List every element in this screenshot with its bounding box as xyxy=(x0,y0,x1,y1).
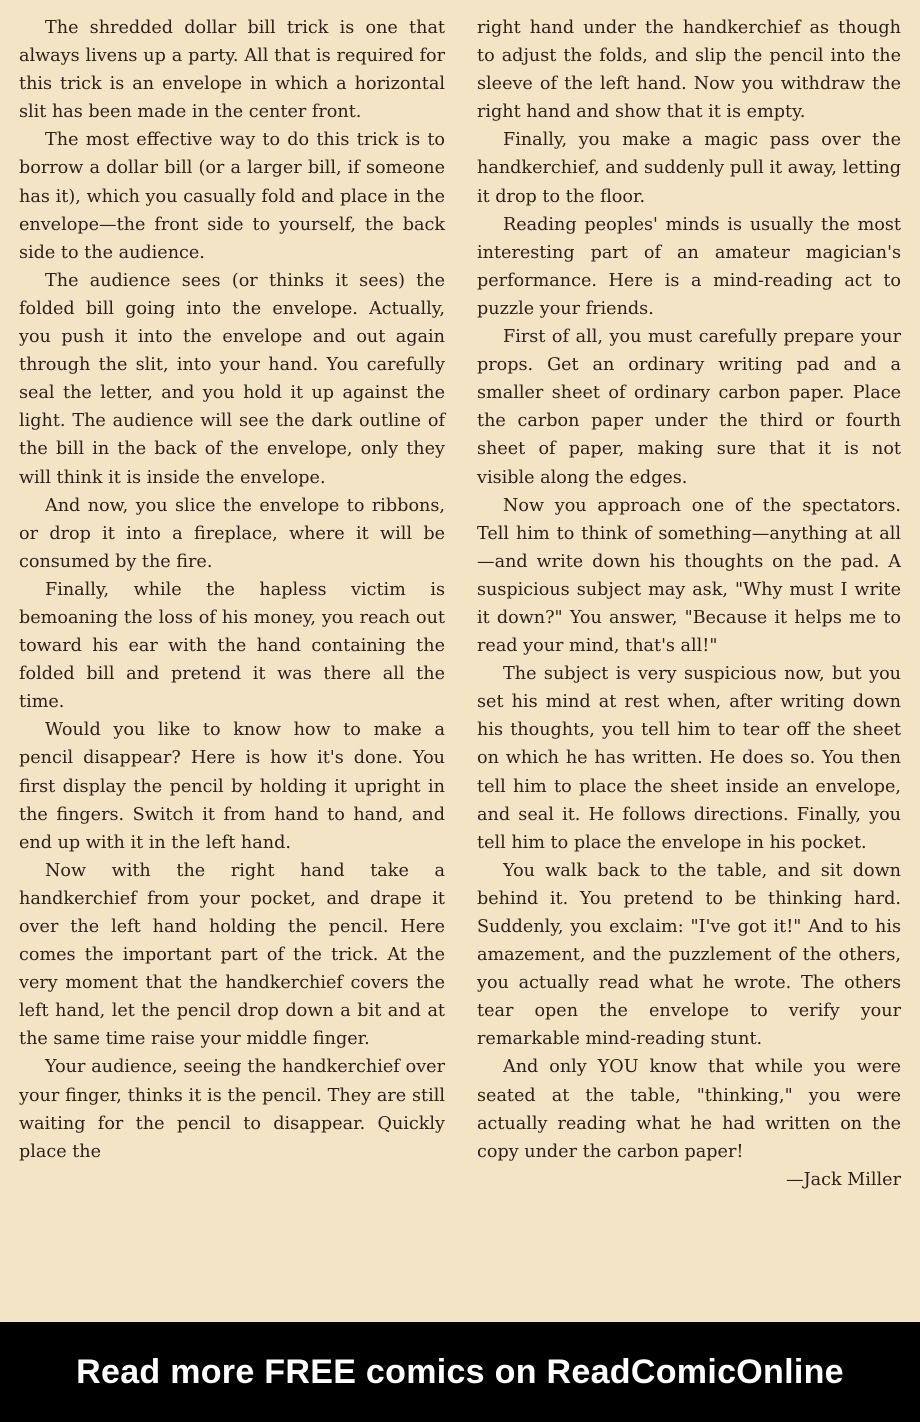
paragraph: Finally, while the hapless victim is bemoaning the loss of his money, you reach out toward his ear with the hand containing the folded bill and pretend it was there all the time. xyxy=(19,579,445,713)
paragraph: The most effective way to do this trick is to borrow a dollar bill (or a larger bill, if someone has it), which you casually fold and place in the envelope—the front side to yourself, the back side to the audience. xyxy=(19,130,445,263)
paragraph-continuation: right hand under the handkerchief as though to adjust the folds, and slip the pencil into the sleeve of the left hand. Now you withdraw the right hand and show that it is empty. xyxy=(477,18,901,123)
paragraph: The audience sees (or thinks it sees) the folded bill going into the envelope. Actually, you push it into the envelope and out again through the slit, into your hand. You carefully seal the letter, and you hold it up against the light. The audience will see the dark outline of the bill in the back of the envelope, only they will think it is inside the envelope. xyxy=(19,270,445,488)
paragraph: The subject is very suspicious now, but you set his mind at rest when, after writing down his thoughts, you tell him to tear off the sheet on which he has written. He does so. You then tell him to place the sheet inside an envelope, and seal it. He follows directions. Finally, you tell him to place the envelope in his pocket. xyxy=(477,664,901,853)
left-column xyxy=(19,14,445,1166)
paragraph: Would you like to know how to make a pencil disappear? Here is how it's done. You first display the pencil by holding it upright in the fingers. Switch it from hand to hand, and end up with it in the left hand. xyxy=(19,720,445,853)
paragraph: Finally, you make a magic pass over the handkerchief, and suddenly pull it away, letting it drop to the floor. xyxy=(477,130,901,207)
paragraph: First of all, you must carefully prepare your props. Get an ordinary writing pad and a smaller sheet of ordinary carbon paper. Place the carbon paper under the third or fourth sheet of paper, making sure that it is not visible along the edges. xyxy=(477,327,901,488)
paragraph: Your audience, seeing the handkerchief over your finger, thinks it is the pencil. They are still waiting for the pencil to disappear. Quickly place the xyxy=(19,1057,445,1162)
right-column xyxy=(477,14,901,1194)
paragraph: And only YOU know that while you were seated at the table, "thinking," you were actually reading what he had written on the copy under the carbon paper! xyxy=(477,1057,901,1162)
paragraph: Now you approach one of the spectators. Tell him to think of something—anything at all—and write down his thoughts on the pad. A suspicious subject may ask, "Why must I write it down?" You answer, "Because it helps me to read your mind, that's all!" xyxy=(477,495,901,657)
promo-banner-text[interactable]: Read more FREE comics on ReadComicOnline xyxy=(76,1352,844,1391)
paragraph: Now with the right hand take a handkerchief from your pocket, and drape it over the left hand holding the pencil. Here comes the important part of the trick. At the very moment that the handkerchief covers the left hand, let the pencil drop down a bit and at the same time raise your middle finger. xyxy=(19,860,445,1050)
paragraph: Reading peoples' minds is usually the most interesting part of an amateur magician's performance. Here is a mind-reading act to puzzle your friends. xyxy=(477,214,901,319)
paragraph: You walk back to the table, and sit down behind it. You pretend to be thinking hard. Suddenly, you exclaim: "I've got it!" And to his amazement, and the puzzlement of the others, you actually read what he wrote. The others tear open the envelope to verify your remarkable mind-reading stunt. xyxy=(477,860,901,1050)
paragraph: And now, you slice the envelope to ribbons, or drop it into a fireplace, where it will be consumed by the fire. xyxy=(19,495,445,572)
promo-banner[interactable] xyxy=(0,1322,920,1422)
author-signature: —Jack Miller xyxy=(786,1169,901,1190)
paragraph: The shredded dollar bill trick is one that always livens up a party. All that is required for this trick is an envelope in which a horizontal slit has been made in the center front. xyxy=(19,18,445,123)
